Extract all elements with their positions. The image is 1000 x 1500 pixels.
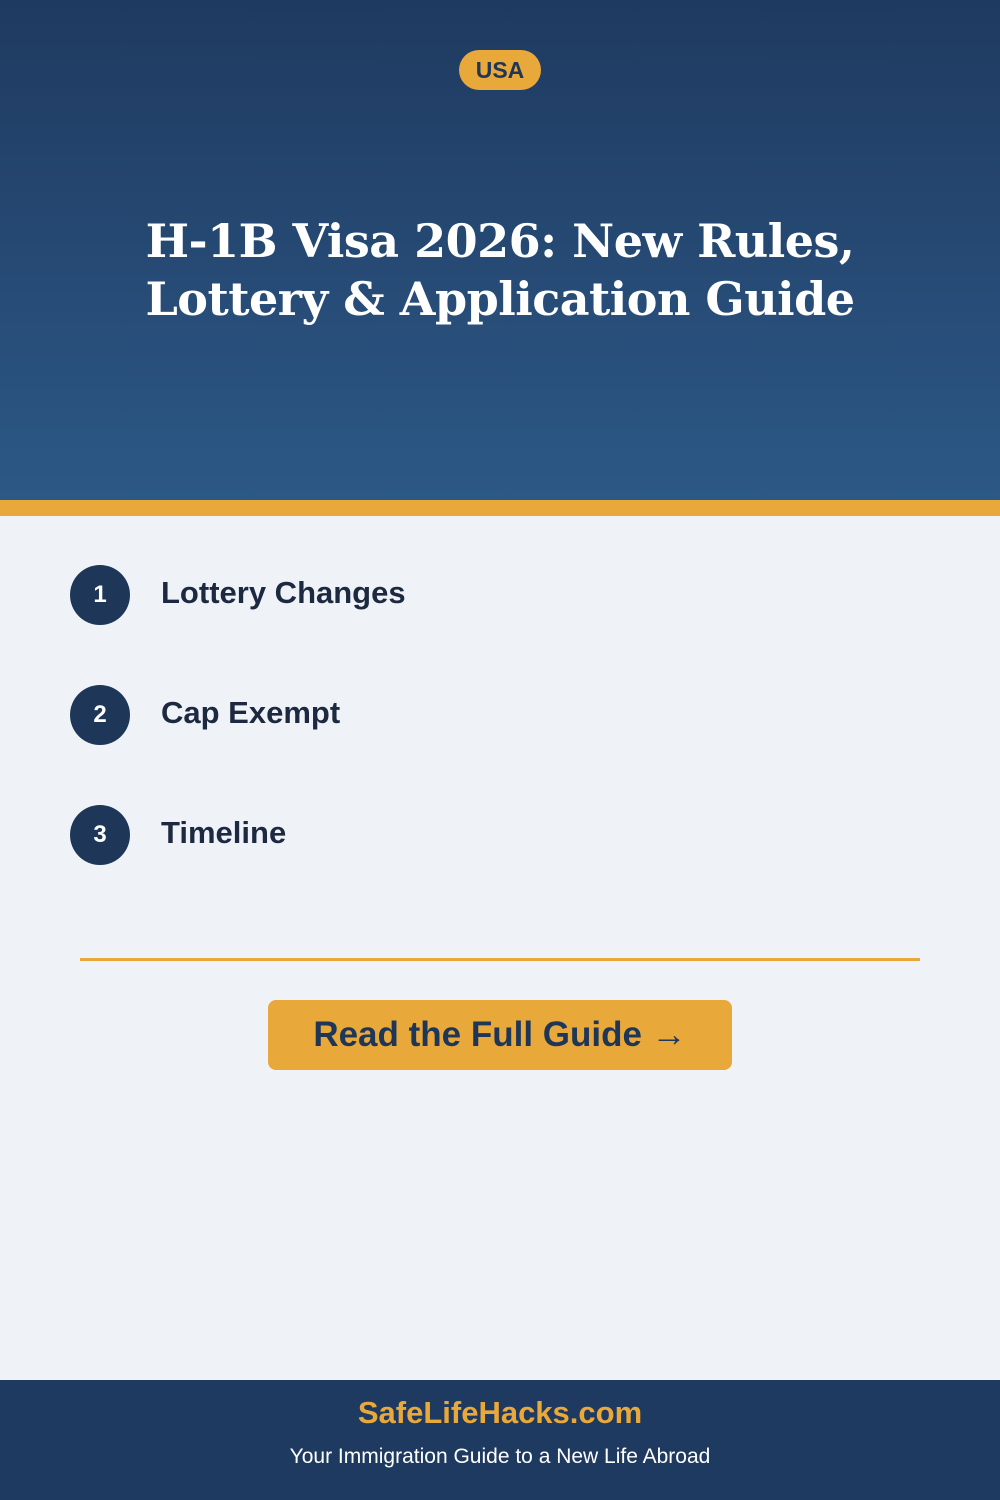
topic-item-timeline	[70, 805, 286, 865]
topic-number-badge: 1	[70, 565, 130, 625]
hero-banner	[0, 0, 1000, 500]
topic-number-badge: 2	[70, 685, 130, 745]
topic-label: Cap Exempt	[161, 695, 341, 730]
divider	[80, 958, 920, 961]
site-name-link[interactable]: SafeLifeHacks.com	[357, 1395, 643, 1430]
read-full-guide-button[interactable]: Read the Full Guide →	[268, 1000, 732, 1070]
accent-bar	[0, 500, 1000, 516]
topic-item-cap-exempt	[70, 685, 340, 745]
topic-number-badge: 3	[70, 805, 130, 865]
country-badge: USA	[459, 50, 541, 90]
topic-label: Lottery Changes	[161, 575, 406, 610]
footer-tagline: Your Immigration Guide to a New Life Abroad	[289, 1445, 711, 1468]
topic-label: Timeline	[161, 815, 287, 850]
page-title: H-1B Visa 2026: New Rules, Lottery & Application Guide	[145, 214, 855, 326]
topic-item-lottery-changes	[70, 565, 406, 625]
